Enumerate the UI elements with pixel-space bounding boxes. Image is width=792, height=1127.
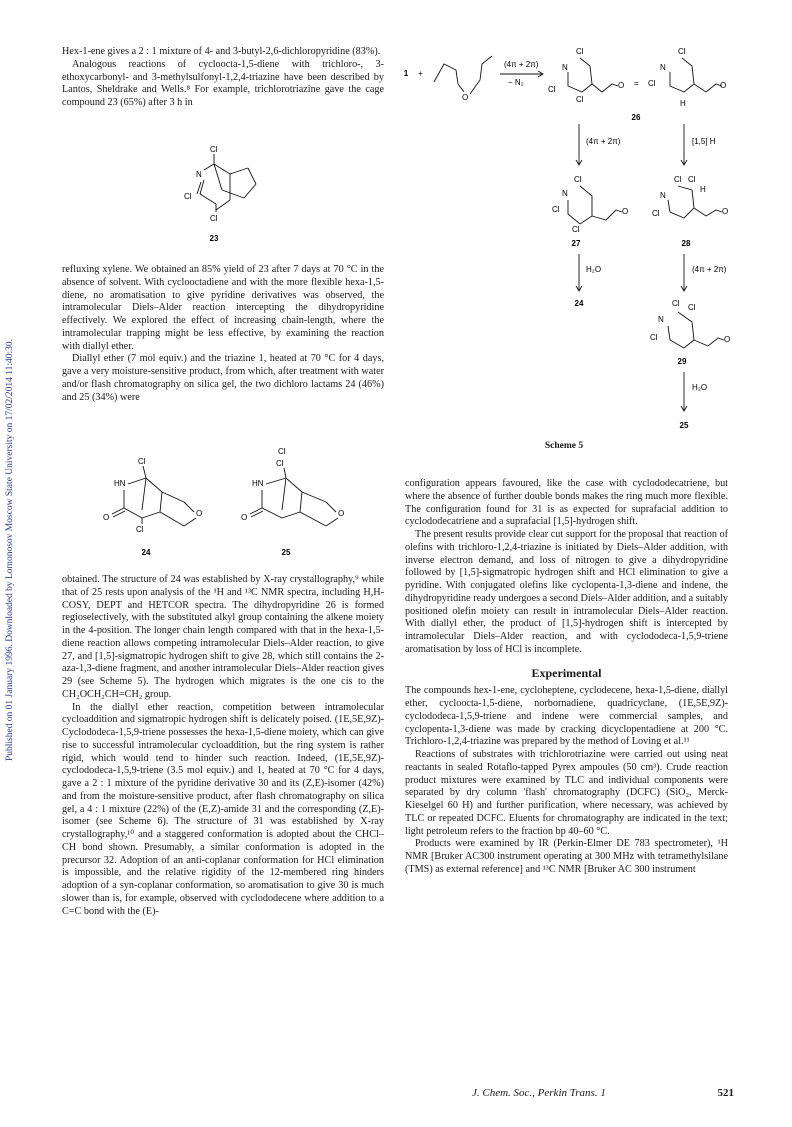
atom-cl: Cl xyxy=(688,175,696,184)
page-number: 521 xyxy=(717,1087,734,1099)
section-heading-experimental: Experimental xyxy=(531,665,602,680)
compound-label-29: 29 xyxy=(677,357,687,366)
atom-n: N xyxy=(660,191,666,200)
atom-cl: Cl xyxy=(184,192,192,201)
atom-cl: Cl xyxy=(210,214,218,223)
left-column-middle xyxy=(62,264,384,404)
atom-o: O xyxy=(720,81,727,90)
compound-label-25: 25 xyxy=(281,548,291,557)
compound-label-28: 28 xyxy=(681,239,691,248)
atom-o: O xyxy=(722,207,729,216)
paragraph: configuration appears favoured, like the case with cyclododecatriene, but where the absence of further double bonds makes the ring much more flexible. The configuration found for 31 is as expected for suprafacial addition to cyclododecatriene and a suprafacial [1,5]-hydrogen shift. xyxy=(405,478,728,528)
equals-sign: = xyxy=(634,79,639,88)
arrow-label: (4π + 2π) xyxy=(504,60,539,69)
atom-o: O xyxy=(103,513,110,522)
atom-o: O xyxy=(622,207,629,216)
atom-n: N xyxy=(658,315,664,324)
compound-label-27: 27 xyxy=(571,239,581,248)
atom-cl: Cl xyxy=(548,85,556,94)
atom-h: H xyxy=(680,99,686,108)
compound-label-23: 23 xyxy=(209,234,219,243)
structure-24 xyxy=(100,452,220,560)
atom-o: O xyxy=(196,509,203,518)
atom-hn: HN xyxy=(114,479,126,488)
structure-23 xyxy=(170,142,280,247)
atom-o: O xyxy=(724,335,731,344)
paragraph: In the diallyl ether reaction, competition between intramolecular cycloaddition and sigmatropic hydrogen shift is delicately poised. (1E,5E,9Z)-Cyclododeca-1,5,9-triene possesses the hexa-1,5-diene moiety, which can give rise to successful intramolecular cycloaddition, but the ring system is rather rigid, which would tend to hinder such reaction. Indeed, (1E,5E,9Z)-cyclododeca-1,5,9-triene (3.5 mol equiv.) and 1, heated at 70 °C for 4 days, gave a 2 : 1 mixture of the pyridine derivative 30 and its (Z,E)-isomer (42%) and from the moisture-sensitive product, after flash chromatography on silica gel, a 4 : 1 mixture (22%) of the (E,Z)-amide 31 and the corresponding (Z,E)-isomer (see Scheme 6). The structure of 31 was established by X-ray crystallography,¹⁰ and a staggered conformation is adopted about the CHCl–CH bond shown. Presumably, a similar conformation is adopted in the precursor 32. Adoption of an anti-coplanar conformation for HCl elimination is impossible, and the relative rigidity of the 12-membered ring hinders adoption of a syn-coplanar conformation, so aromatisation to give 30 is much slower than is, for example, observed with cyclododecene where addition to a C=C bond with the (E)- xyxy=(62,701,384,917)
right-column xyxy=(405,478,728,877)
paragraph: Products were examined by IR (Perkin-Elmer DE 783 spectrometer), ¹H NMR [Bruker AC300 instrument operating at 300 MHz with tetramethylsilane (TMS) as external reference] and ¹³C NMR [Bruker AC 300 instrument xyxy=(405,838,728,875)
atom-n: N xyxy=(660,63,666,72)
atom-n: N xyxy=(562,63,568,72)
plus-sign: + xyxy=(418,69,423,78)
compound-label-24-scheme: 24 xyxy=(574,299,584,308)
atom-cl: Cl xyxy=(136,525,144,534)
arrow-label: H₂O xyxy=(692,383,708,392)
download-watermark xyxy=(2,200,18,900)
allyl-chain xyxy=(470,56,492,94)
left-column-lower xyxy=(62,574,384,918)
atom-o: O xyxy=(462,93,469,102)
structure-25 xyxy=(238,444,368,560)
arrow-label: (4π + 2π) xyxy=(692,265,727,274)
paragraph: obtained. The structure of 24 was established by X-ray crystallography,⁹ while that of 25 rests upon analysis of the ¹H and ¹³C NMR spectra, including H,H-COSY, DEPT and HETCOR spectra. The dihydropyridine 26 is formed regioselectively, with the substituted alkyl group containing the alkene moiety in the 4-position. The longer chain length compared with that in the hexa-1,5-diene reaction allows competing intramolecular Diels–Alder reaction, to give 27, and [1,5]-sigmatropic hydrogen shift to give 28, which still contains the 2-aza-1,3-diene fragment, and another intramolecular Diels–Alder reaction gives 29 (see Scheme 5). The hydrogen which migrates is the one cis to the CH₂OCH₂CH=CH₂ group. xyxy=(62,574,384,700)
reactant-label: 1 xyxy=(403,69,409,78)
atom-cl: Cl xyxy=(276,459,284,468)
atom-cl: Cl xyxy=(572,225,580,234)
atom-cl: Cl xyxy=(672,299,680,308)
arrow-label: [1,5] H xyxy=(692,137,716,146)
atom-h: H xyxy=(700,185,706,194)
atom-hn: HN xyxy=(252,479,264,488)
atom-o: O xyxy=(618,81,625,90)
atom-cl: Cl xyxy=(210,145,218,154)
paragraph: Analogous reactions of cycloocta-1,5-diene with trichloro-, 3-ethoxycarbonyl- and 3-methylsulfonyl-1,2,4-triazine have been described by Lantos, Sheldrake and Wells.⁸ For example, trichlorotriazine gave the cage compound 23 (65%) after 3 h in xyxy=(62,58,384,108)
paragraph: Diallyl ether (7 mol equiv.) and the triazine 1, heated at 70 °C for 4 days, gave a very moisture-sensitive product, from which, after treatment with water and/or flash chromatography on silica gel, the two dichloro lactams 24 (46%) and 25 (34%) were xyxy=(62,353,384,403)
atom-cl: Cl xyxy=(648,79,656,88)
page-footer xyxy=(472,1087,734,1099)
atom-o: O xyxy=(241,513,248,522)
compound-label-25-scheme: 25 xyxy=(679,421,689,430)
atom-o: O xyxy=(338,509,345,518)
atom-cl: Cl xyxy=(576,47,584,56)
arrow-label: − N₂ xyxy=(508,78,524,87)
paragraph: The present results provide clear cut support for the proposal that reaction of olefins with trichloro-1,2,4-triazine is initiated by Diels–Alder addition, with inverse electron demand, and loss of nitrogen to give a dihydropyridine followed by [1,5]-sigmatropic hydrogen shift and HCl elimination to give a pyridine. With conjugated olefins like cyclopenta-1,3-diene and indene, the dihydropyridine ready undergoes a second Diels–Alder addition, and a suitably positioned olefin moiety can result in intramolecular Diels–Alder reaction. With diallyl ether, the product of [1,5]-hydrogen shift is intercepted by intramolecular Diels–Alder reaction, and with cyclododeca-1,5,9-triene aromatisation by loss of HCl is incomplete. xyxy=(405,529,728,655)
paragraph: The compounds hex-1-ene, cycloheptene, cyclodecene, hexa-1,5-diene, diallyl ether, cycloocta-1,5-diene, norbornadiene, quadricyclane, (1E,5E,9Z)-cyclododeca-1,5,9-triene and indene were commercial samples, and cyclopenta-1,3-diene was made by cracking dicyclopentadiene at 200 °C. Trichloro-1,2,4-triazine was prepared by the method of Loving et al.¹¹ xyxy=(405,685,728,748)
scheme-5 xyxy=(396,40,736,438)
allyl-chain xyxy=(434,64,458,84)
scheme-caption: Scheme 5 xyxy=(544,441,584,451)
atom-cl: Cl xyxy=(278,447,286,456)
atom-cl: Cl xyxy=(138,457,146,466)
atom-n: N xyxy=(196,170,202,179)
arrow-label: (4π + 2π) xyxy=(586,137,621,146)
journal-name: J. Chem. Soc., Perkin Trans. 1 xyxy=(472,1087,606,1099)
atom-cl: Cl xyxy=(576,95,584,104)
compound-label-24: 24 xyxy=(141,548,151,557)
atom-cl: Cl xyxy=(674,175,682,184)
atom-cl: Cl xyxy=(652,209,660,218)
atom-cl: Cl xyxy=(688,303,696,312)
left-column xyxy=(62,46,384,110)
atom-cl: Cl xyxy=(574,175,582,184)
paragraph: refluxing xylene. We obtained an 85% yield of 23 after 7 days at 70 °C in the absence of solvent. With cyclooctadiene and with the more flexible hexa-1,5-diene, no aromatisation to give pyridine derivatives was observed, the intramolecular Diels–Alder reaction intercepting the dihydropyridine effectively. We explored the effect of increasing chain-length, where the intramolecular trapping might be less effective, by examining the reaction with diallyl ether. xyxy=(62,264,384,352)
compound-label-26: 26 xyxy=(631,113,641,122)
atom-cl: Cl xyxy=(552,205,560,214)
atom-n: N xyxy=(562,189,568,198)
paragraph: Hex-1-ene gives a 2 : 1 mixture of 4- and 3-butyl-2,6-dichloropyridine (83%). xyxy=(62,46,381,57)
atom-cl: Cl xyxy=(650,333,658,342)
arrow-label: H₂O xyxy=(586,265,602,274)
download-watermark-text: Published on 01 January 1996. Downloaded by Lomonosov Moscow State University on 17/02/2014 11:40:30. xyxy=(5,338,15,762)
paragraph: Reactions of substrates with trichlorotriazine were carried out using neat reactants in sealed Rotaflo-tapped Pyrex ampoules (50 cm³). Crude reaction product mixtures were examined by TLC and individual components were separated by dry column 'flash' chromatography (DCFC) (SiO₂, Merck-Kieselgel 60 H) and further purification, where necessary, was achieved by TLC or repeated DCFC. Eluents for chromatography are indicated in the text; light petroleum refers to the fraction bp 40–60 °C. xyxy=(405,749,728,837)
atom-cl: Cl xyxy=(678,47,686,56)
